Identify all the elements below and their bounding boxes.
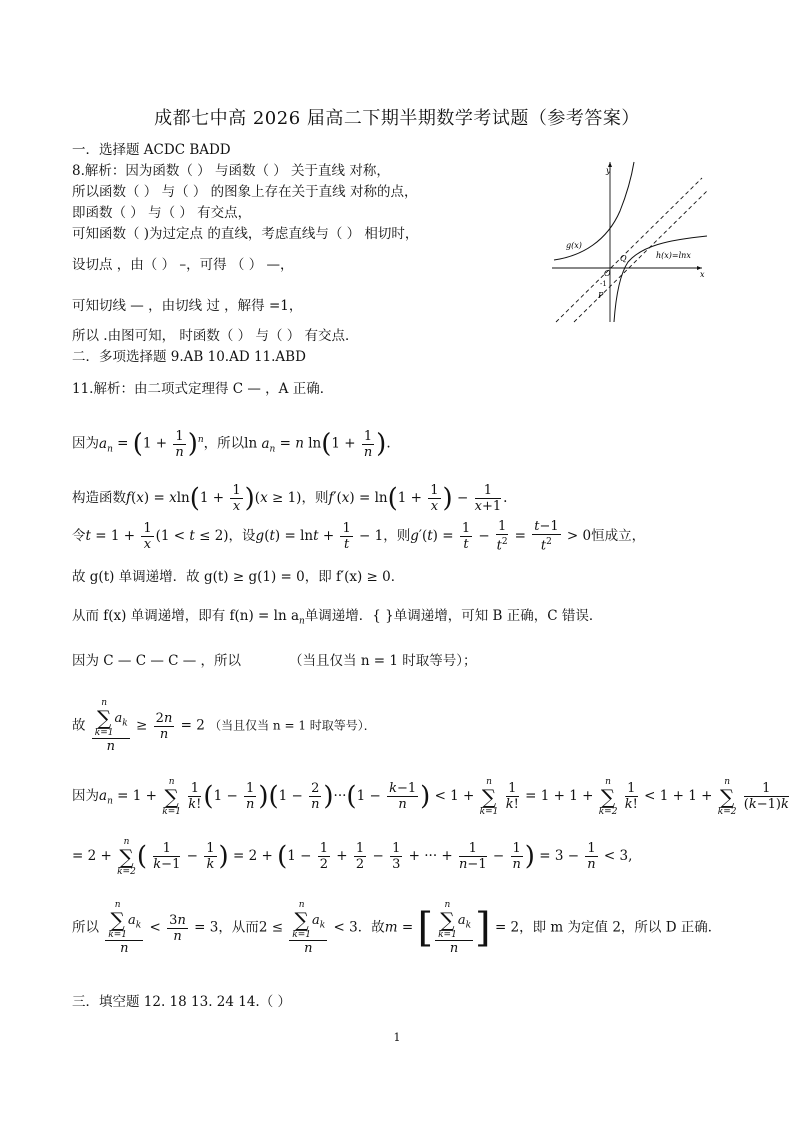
q8-line-1: 8.解析：因为函数（ ） 与函数（ ） 关于直线 对称， <box>72 163 390 179</box>
q8-line-3: 即函数（ ） 与（ ） 有交点， <box>72 205 252 221</box>
text-therefore: 所以 <box>72 919 99 936</box>
q8-line-7: 所以 .由图可知， 时函数（ ） 与（ ） 有交点． <box>72 328 359 344</box>
q11-line-4: 令t = 1 + $\frac{1}{x}$ (1 < t ≤ 2)，设g(t) = lnt + $\frac{1}{t}$ − 1，则g′(t) = $\frac{1}{t}$ − $\frac{1}{t^2}$ = $\frac{t-1}{t^2}$ > 0恒成立， <box>72 519 646 554</box>
y-label: y <box>606 166 611 175</box>
section-fill: 三．填空题 12. 18 13. 24 14.（ ） <box>72 994 292 1010</box>
text-conclusion: ，即 m 为定值 2，所以 D 正确． <box>519 919 722 936</box>
text-equality: （当且仅当 n = 1 时取等号）； <box>289 653 477 669</box>
text-holds: 恒成立， <box>591 528 646 544</box>
q11-line-11: 所以 n ∑ k=1 $a_k$ n < $\frac{3n}{n}$ = 3，从而2 ≤ n ∑ k=1 $a_k$ n < 3．故m = [ n ∑ k=1 $a_k$ n ] = 2，即 m 为定值 2，所以 D 正确． <box>72 900 722 956</box>
p-label: P <box>598 291 604 300</box>
text-because: 因为 <box>72 435 99 452</box>
text-construct: 构造函数 <box>72 490 126 506</box>
q11-line-10: = 2 + n ∑ k=2 ( $\frac{1}{k-1}$ − $\frac{1}{k}$ ) = 2 + (1 − $\frac{1}{2}$ + $\frac{1}{2}$ − $\frac{1}{3}$ + ··· + $\frac{1}{n-1}$ − $\frac{1}{n}$ ) = 3 − $\frac{1}{n}$ < 3, <box>72 836 633 877</box>
function-graph <box>552 156 712 324</box>
q11-line-9: 因为$a_n = 1$ + n ∑ k=1 $\frac{1}{k!}$ (1 − $\frac{1}{n}$ )(1 − $\frac{2}{n}$ )···(1 − $\frac{k-1}{n}$ ) < 1 + n ∑ k=1 $\frac{1}{k!}$ = 1 + 1 + n ∑ k=2 $\frac{1}{k!}$ < 1 + 1 + n ∑ k=2 $\frac{1}{(k-1)k}$ <box>72 776 789 817</box>
q11-line-8: 故 n ∑ k=1 $a_k$ n ≥ $\frac{2n}{n}$ = 2 （当且仅当 n = 1 时取等号）． <box>72 698 376 754</box>
text-then: ，则 <box>301 490 329 506</box>
line-1 <box>556 178 702 322</box>
text-let: 令 <box>72 528 86 544</box>
q8-line-5: 设切点 ，由（ ） –，可得 （ ） —， <box>72 257 294 273</box>
h-label: h(x)=lnx <box>656 251 691 260</box>
text-monotone-2: 单调递增．{ }单调递增，可知 B 正确，C 错误． <box>304 608 603 624</box>
text-so: ，所以 <box>203 435 245 452</box>
g-label: g(x) <box>566 241 582 250</box>
q8-line-4: 可知函数（ )为过定点 的直线，考虑直线与（ ） 相切时， <box>72 226 419 242</box>
text-equality-2: （当且仅当 n = 1 时取等号）． <box>209 718 376 733</box>
q11-line-5: 故 g(t) 单调递增．故 g(t) ≥ g(1) = 0，即 f′(x) ≥ 0． <box>72 569 405 585</box>
q-label: Q <box>620 254 627 263</box>
text-because-3: 因为 <box>72 788 99 804</box>
page-title: 成都七中高 2026 届高二下期半期数学考试题（参考答案） <box>154 108 640 129</box>
text-set: ，设 <box>228 528 256 544</box>
neg-one-label: -1 <box>600 280 607 288</box>
curve-ln <box>614 236 707 322</box>
q11-line-1: 11.解析：由二项式定理得 C — ，A 正确． <box>72 381 334 397</box>
text-hence-m: ．故 <box>357 919 385 936</box>
q11-line-2: 因为$a_n = (1$ + $\frac{1}{n}$ )$^n$，所以$\ln a_n = n$ ln(1 + $\frac{1}{n}$ ). <box>72 428 391 460</box>
x-label: x <box>700 270 705 279</box>
text-monotone: 从而 f(x) 单调递增，即有 f(n) = ln a <box>72 608 299 624</box>
text-hence: 故 <box>72 717 86 734</box>
section-multi: 二．多项选择题 9.AB 10.AD 11.ABD <box>72 349 306 365</box>
text-thus: ，从而 <box>218 919 259 936</box>
text-then-2: ，则 <box>383 528 411 544</box>
origin-label: O <box>604 269 611 278</box>
section-choice: 一．选择题 ACDC BADD <box>72 142 231 158</box>
page-number: 1 <box>393 1031 401 1044</box>
q11-line-3: 构造函数f(x) = xln(1 + $\frac{1}{x}$ )(x ≥ 1)，则f′(x) = ln(1 + $\frac{1}{x}$ ) − $\frac{1}{x+1}$ . <box>72 483 508 514</box>
q11-line-6: 从而 f(x) 单调递增，即有 $f(n) = \ln a_n$单调递增．{ }单调递增，可知 B 正确，C 错误． <box>72 608 603 627</box>
q8-line-6: 可知切线 — ，由切线 过 ，解得 =1， <box>72 298 303 314</box>
q11-line-7 <box>72 652 477 670</box>
q8-line-2: 所以函数（ ） 与（ ） 的图象上存在关于直线 对称的点， <box>72 184 418 200</box>
text-because-2: 因为 C — C — C — ，所以 <box>72 653 242 669</box>
